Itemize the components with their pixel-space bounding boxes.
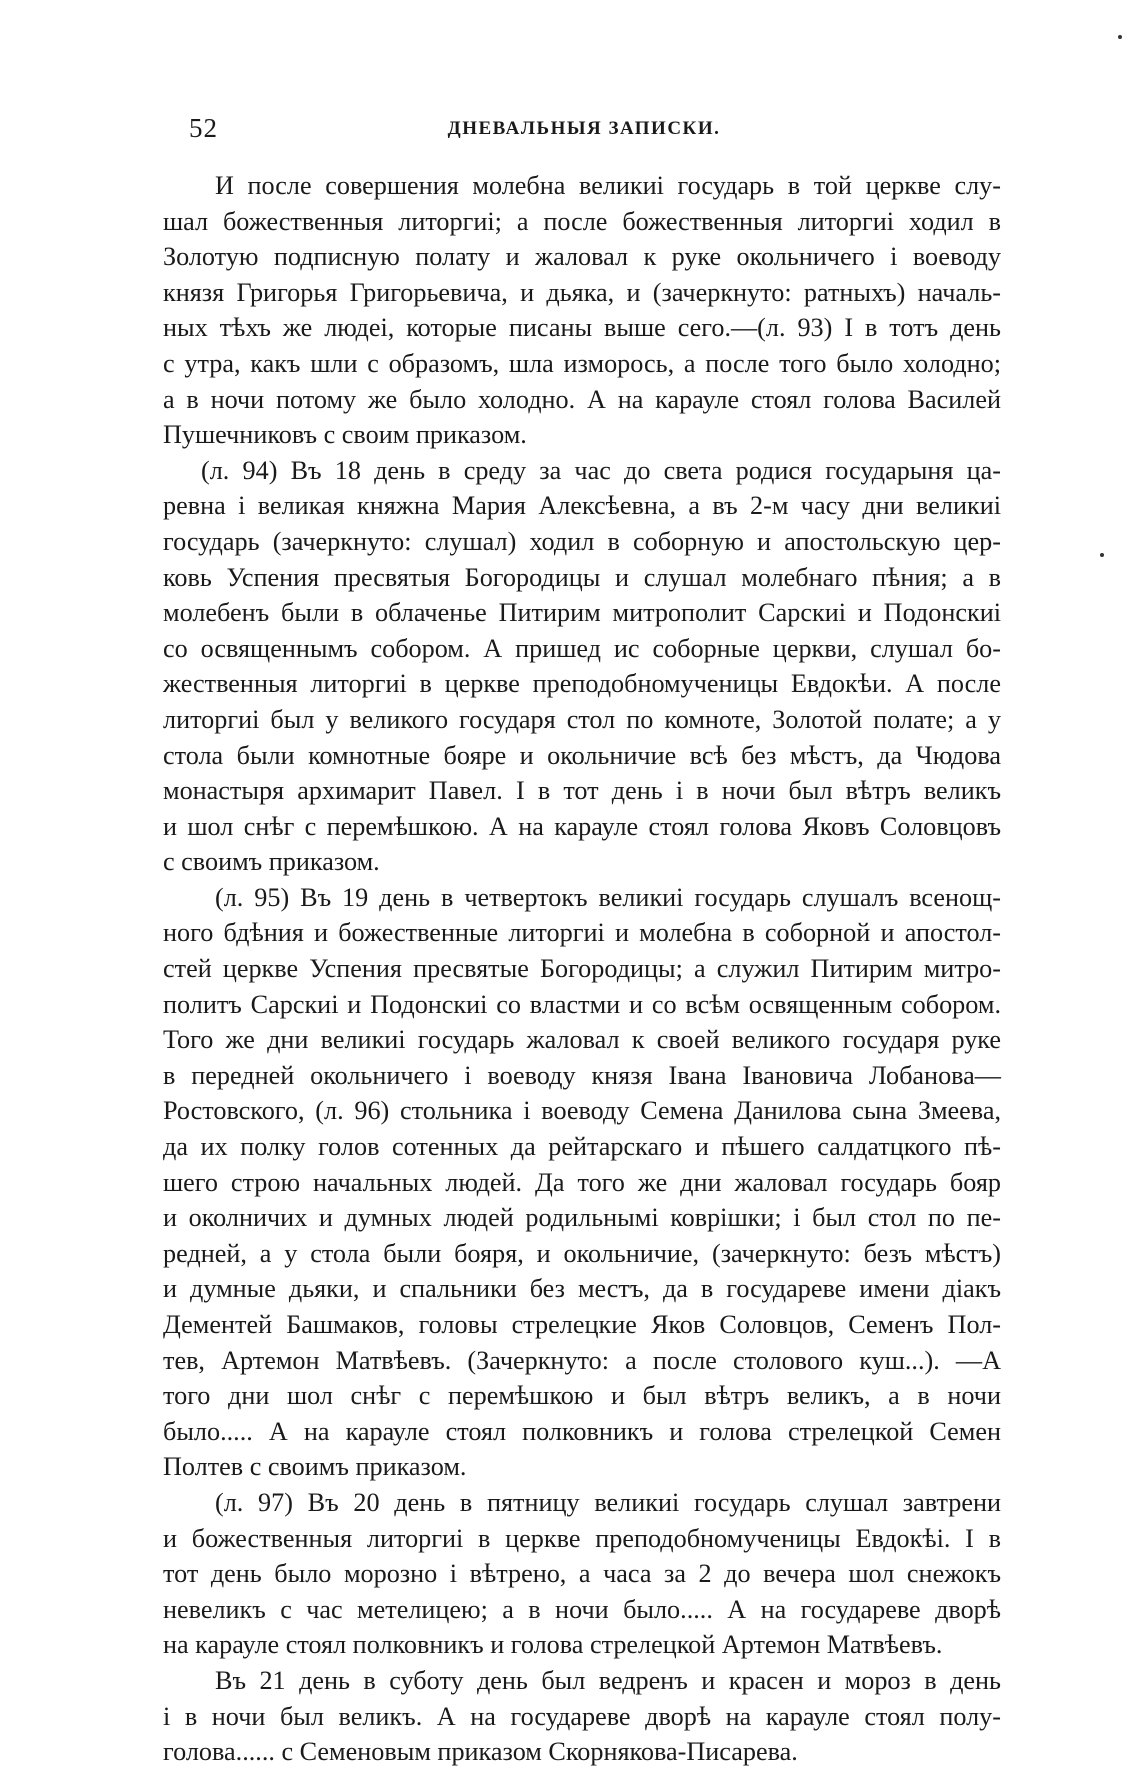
paragraph	[163, 1663, 1001, 1770]
text-line: молебенъ были в облаченье Питирим митрополит Сарскиі и Подонскиі	[163, 598, 1001, 628]
page-number: 52	[189, 113, 218, 143]
text-line: тев, Артемон Матвѣевъ. (Зачеркнуто: а после столового куш...). —А	[163, 1345, 1001, 1375]
text-line: в передней окольничего і воеводу князя Івана Івановича Лобанова—	[163, 1060, 1001, 1090]
text-line: (л. 94) Въ 18 день в среду за час до света родися государыня ца-	[201, 455, 1001, 485]
paragraph	[163, 453, 1001, 880]
text-line: и шол снѣг с перемѣшкою. А на карауле стоял голова Яковъ Соловцовъ	[163, 811, 1001, 841]
text-line: невеликъ с час метелицею; а в ночи было..... А на государеве дворѣ	[163, 1594, 1001, 1624]
text-line: ковь Успения пресвятыя Богородицы и слушал молебнаго пѣния; а в	[163, 562, 1001, 592]
body-text	[163, 168, 1001, 1770]
text-line: жественныя литоргиі в церкве преподобномученицы Евдокѣи. А после	[163, 669, 1001, 699]
text-line: государь (зачеркнуто: слушал) ходил в соборную и апостольскую цер-	[163, 526, 1001, 556]
text-line: стей церкве Успения пресвятые Богородицы; а служил Питирим митро-	[163, 954, 1001, 984]
running-title: ДНЕВАЛЬНЫЯ ЗАПИСКИ.	[447, 118, 721, 139]
text-line: литоргиі был у великого государя стол по комноте, Золотой полате; а у	[163, 704, 1001, 734]
page-header	[189, 113, 979, 149]
text-line: (л. 97) Въ 20 день в пятницу великиі государь слушал завтрени	[215, 1487, 1001, 1517]
text-line: со освященнымъ собором. А пришед ис соборные церкви, слушал бо-	[163, 633, 1001, 663]
text-line: Золотую подписную полату и жаловал к руке окольничего і воеводу	[163, 242, 1001, 272]
text-line: ревна і великая княжна Мария Алексѣевна, а въ 2-м часу дни великиі	[163, 491, 1001, 521]
text-line: Ростовского, (л. 96) стольника і воеводу Семена Данилова сына Змеева,	[163, 1096, 1001, 1126]
text-line: и думные дьяки, и спальники без местъ, да в государеве имени діакъ	[163, 1274, 1001, 1304]
text-line: Въ 21 день в суботу день был ведренъ и красен и мороз в день	[215, 1665, 1001, 1695]
text-line: шего строю начальных людей. Да того же дни жаловал государь бояр	[163, 1167, 1001, 1197]
speck-mark	[1118, 35, 1122, 39]
text-line: стола были комнотные бояре и окольничие всѣ без мѣстъ, да Чюдова	[163, 740, 1001, 770]
text-line: Того же дни великиі государь жаловал к своей великого государя руке	[163, 1025, 1001, 1055]
text-line: ных тѣхъ же людеі, которые писаны выше сего.—(л. 93) I в тотъ день	[163, 313, 1001, 343]
text-line: того дни шол снѣг с перемѣшкою и был вѣтръ великъ, а в ночи	[163, 1381, 1001, 1411]
text-line: да их полку голов сотенных да рейтарскаго и пѣшего салдатцкого пѣ-	[163, 1132, 1001, 1162]
text-line: Полтев с своимъ приказом.	[163, 1452, 467, 1482]
text-line: с утра, какъ шли с образомъ, шла изморось, а после того было холодно;	[163, 348, 1001, 378]
text-line: а в ночи потому же было холодно. А на карауле стоял голова Василей	[163, 384, 1001, 414]
text-line: шал божественныя литоргиі; а после божественныя литоргиі ходил в	[163, 206, 1001, 236]
paragraph	[163, 880, 1001, 1485]
text-line: (л. 95) Въ 19 день в четвертокъ великиі государь слушалъ всенощ-	[215, 882, 1001, 912]
text-line: было..... А на карауле стоял полковникъ и голова стрелецкой Семен	[163, 1416, 1001, 1446]
paragraph	[163, 168, 1001, 453]
text-line: і в ночи был великъ. А на государеве дворѣ на карауле стоял полу-	[163, 1701, 1001, 1731]
text-line: редней, а у стола были бояря, и окольничие, (зачеркнуто: безъ мѣстъ)	[163, 1238, 1001, 1268]
text-line: Дементей Башмаков, головы стрелецкие Яков Соловцов, Семенъ Пол-	[163, 1310, 1001, 1339]
text-line: с своимъ приказом.	[163, 847, 380, 877]
text-line: И после совершения молебна великиі государь в той церкве слу-	[215, 171, 1001, 200]
speck-mark	[1100, 553, 1104, 557]
text-line: и божественныя литоргиі в церкве преподобномученицы Евдокѣі. I в	[163, 1523, 1001, 1553]
text-line: Пушечниковъ с своим приказом.	[163, 420, 527, 450]
text-line: монастыря архимарит Павел. I в тот день і в ночи был вѣтръ великъ	[163, 776, 1001, 806]
text-line: ного бдѣния и божественные литоргиі и молебна в соборной и апостол-	[163, 918, 1001, 948]
text-line: на карауле стоял полковникъ и голова стрелецкой Артемон Матвѣевъ.	[163, 1630, 943, 1660]
text-line: и околничих и думных людей родильнымі коврішки; і был стол по пе-	[163, 1203, 1001, 1233]
text-line: политъ Сарскиі и Подонскиі со властми и со всѣм освященным собором.	[163, 989, 1001, 1019]
paragraph	[163, 1485, 1001, 1663]
text-line: тот день было морозно і вѣтрено, а часа за 2 до вечера шол снежокъ	[163, 1559, 1001, 1589]
text-line: голова...... с Семеновым приказом Скорнякова-Писарева.	[163, 1737, 798, 1767]
text-line: князя Григорья Григорьевича, и дьяка, и (зачеркнуто: ратныхъ) началь-	[163, 277, 1001, 307]
